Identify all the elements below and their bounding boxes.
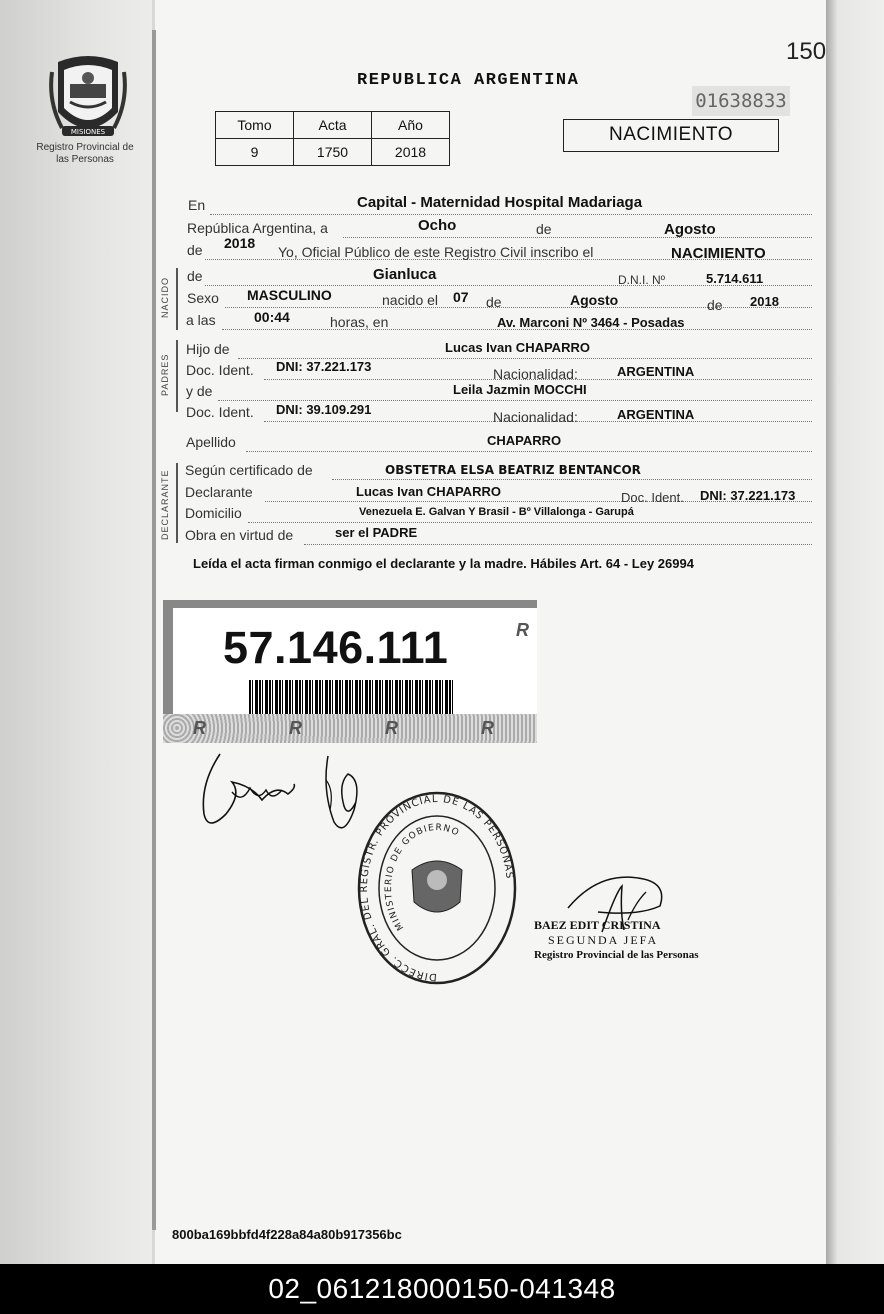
line (246, 451, 812, 452)
seal-outer-text: DIRECC. GRAL. DEL REGISTR. PROVINCIAL DE LAS PERSONAS (359, 793, 515, 983)
signer-name: BAEZ EDIT CRISTINA (534, 918, 661, 932)
table-value-tomo: 9 (216, 139, 294, 166)
closing-note: Leída el acta firman conmigo el declarante y la madre. Hábiles Art. 64 - Ley 26994 (193, 556, 694, 571)
domicilio-label: Domicilio (185, 505, 242, 521)
band-letter: R (385, 718, 398, 738)
certificado-label: Según certificado de (185, 462, 313, 478)
padres-side-label: PADRES (160, 353, 170, 396)
left-margin (0, 0, 152, 1264)
line (218, 400, 812, 401)
horas-en-label: horas, en (330, 314, 389, 330)
page-right-edge (826, 0, 884, 1264)
republica-label: República Argentina, a (187, 220, 328, 236)
declarant-signature (192, 744, 312, 834)
signer-block (534, 918, 699, 963)
mother-doc-value: DNI: 39.109.291 (276, 402, 372, 417)
nacido-el-label: nacido el (382, 292, 439, 308)
child-dni-value: 5.714.611 (706, 271, 764, 286)
signer-office: Registro Provincial de las Personas (534, 949, 699, 961)
dni-label: D.N.I. Nº (618, 273, 666, 287)
hijo-de-label: Hijo de (186, 341, 230, 357)
mother-nationality-value: ARGENTINA (617, 407, 695, 422)
a-las-label: a las (186, 312, 216, 328)
line (332, 479, 812, 480)
obra-label: Obra en virtud de (185, 527, 294, 543)
sexo-label: Sexo (187, 290, 219, 306)
signer-role: SEGUNDA JEFA (548, 933, 659, 947)
band-letter: R (289, 718, 302, 738)
page-number: 150 (786, 38, 827, 65)
province-emblem-icon (48, 52, 128, 140)
obra-value: ser el PADRE (335, 525, 418, 540)
apellido-value: CHAPARRO (487, 433, 562, 448)
father-doc-value: DNI: 37.221.173 (276, 359, 372, 374)
section-bracket (176, 268, 178, 330)
declarante-side-label: DECLARANTE (160, 469, 170, 540)
act-type-value: NACIMIENTO (671, 245, 766, 262)
section-bracket (176, 340, 178, 412)
father-name-value: Lucas Ivan CHAPARRO (445, 340, 590, 355)
father-nationality-value: ARGENTINA (617, 364, 695, 379)
table-value-ano: 2018 (372, 139, 450, 166)
y-de-label: y de (186, 383, 213, 399)
seal-inner-text: MINISTERIO DE GOBIERNO (384, 822, 462, 932)
month-value: Agosto (664, 221, 716, 238)
registry-table (215, 111, 450, 166)
record-type-box: NACIMIENTO (563, 119, 779, 152)
child-name-value: Gianluca (373, 266, 437, 283)
doc-ident-label: Doc. Ident. (621, 490, 684, 505)
logo-caption: Registro Provincial de las Personas (36, 142, 134, 165)
line (210, 214, 812, 215)
document-title: REPUBLICA ARGENTINA (357, 71, 580, 90)
birth-year-value: 2018 (750, 294, 779, 309)
barcode (249, 680, 454, 714)
serial-number: 01638833 (692, 86, 790, 116)
doc-ident-label: Doc. Ident. (186, 404, 254, 420)
line (304, 544, 812, 545)
declarante-doc-value: DNI: 37.221.173 (700, 488, 796, 503)
line (248, 522, 812, 523)
band-letter: R (193, 718, 206, 738)
de-label: de (536, 221, 552, 237)
band-letter: R (481, 718, 494, 738)
stamp-number: 57.146.111 (223, 622, 449, 673)
number-stamp (163, 600, 537, 743)
number-stamp-panel (173, 608, 537, 714)
de-label: de (187, 242, 203, 258)
svg-text:MISIONES: MISIONES (70, 128, 106, 136)
domicilio-value: Venezuela E. Galvan Y Brasil - Bº Villalonga - Garupá (359, 506, 634, 518)
band-letter: R (516, 620, 529, 640)
doc-ident-label: Doc. Ident. (186, 362, 254, 378)
day-words-value: Ocho (418, 217, 457, 234)
document-hash: 800ba169bbfd4f228a84a80b917356bc (172, 1227, 402, 1242)
table-header-tomo: Tomo (216, 112, 294, 139)
section-bracket (176, 463, 178, 543)
certificado-value: OBSTETRA ELSA BEATRIZ BENTANCOR (385, 463, 641, 477)
de-label: de (707, 297, 723, 313)
de-label: de (486, 294, 502, 310)
birth-month-value: Agosto (570, 292, 619, 308)
year-value: 2018 (224, 235, 256, 251)
table-header-acta: Acta (294, 112, 372, 139)
birth-day-value: 07 (453, 289, 469, 305)
birth-address-value: Av. Marconi Nº 3464 - Posadas (497, 315, 685, 330)
line (343, 237, 812, 238)
en-label: En (188, 197, 206, 213)
nacionalidad-label: Nacionalidad: (493, 366, 578, 382)
file-name-bar: 02_061218000150-041348 (0, 1264, 884, 1314)
apellido-label: Apellido (186, 434, 236, 450)
place-value: Capital - Maternidad Hospital Madariaga (357, 194, 643, 211)
table-value-acta: 1750 (294, 139, 372, 166)
sexo-value: MASCULINO (247, 287, 332, 303)
table-header-ano: Año (372, 112, 450, 139)
line (225, 307, 812, 308)
de-label: de (187, 268, 203, 284)
nacido-side-label: NACIDO (160, 276, 170, 318)
nacionalidad-label: Nacionalidad: (493, 409, 578, 425)
oficial-text: Yo, Oficial Público de este Registro Civil inscribo el (278, 244, 594, 260)
declarante-value: Lucas Ivan CHAPARRO (356, 484, 501, 499)
mother-name-value: Leila Jazmin MOCCHI (453, 382, 587, 397)
declarante-label: Declarante (185, 484, 253, 500)
page-left-edge (152, 30, 156, 1230)
official-seal-icon (356, 790, 518, 990)
time-value: 00:44 (254, 309, 290, 325)
